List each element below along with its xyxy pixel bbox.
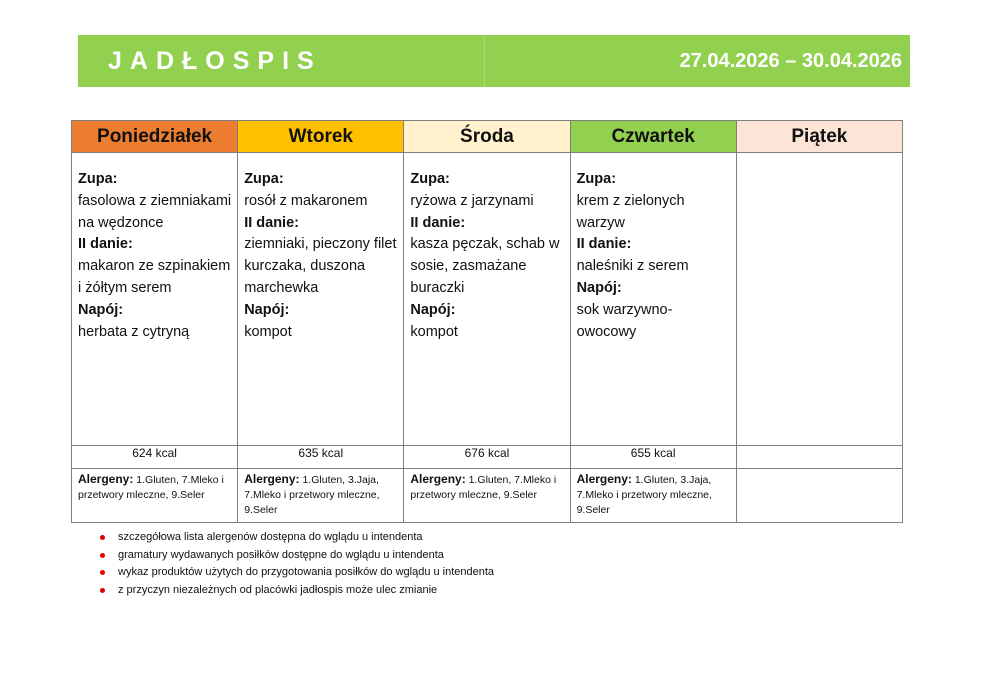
day-header-row bbox=[72, 121, 903, 153]
meals-row bbox=[72, 153, 903, 446]
note-text: gramatury wydawanych posiłków dostępne do wglądu u intendenta bbox=[118, 548, 444, 561]
day-header-wednesday: Środa bbox=[404, 121, 570, 153]
page-title: JADŁOSPIS bbox=[108, 46, 322, 75]
allergens-label: Alergeny: bbox=[410, 472, 466, 486]
note-text: wykaz produktów użytych do przygotowania posiłków do wglądu u intendenta bbox=[118, 566, 495, 578]
soup-text: rosół z makaronem bbox=[244, 192, 368, 209]
drink-label: Napój: bbox=[410, 301, 456, 318]
soup-label: Zupa: bbox=[78, 171, 118, 187]
main-label: II danie: bbox=[78, 236, 133, 253]
drink-label: Napój: bbox=[78, 301, 124, 318]
notes-list bbox=[100, 529, 494, 599]
allergens-label: Alergeny: bbox=[78, 472, 134, 486]
soup-text: krem z zielonych warzyw bbox=[576, 192, 685, 231]
bullet-icon bbox=[100, 570, 105, 575]
main-text: kasza pęczak, schab w sosie, zasmażane buraczki bbox=[410, 236, 560, 296]
drink-text: kompot bbox=[410, 323, 458, 340]
allergens-wednesday bbox=[404, 469, 570, 523]
soup-label: Zupa: bbox=[410, 171, 450, 187]
bullet-icon bbox=[100, 553, 105, 558]
main-text: makaron ze szpinakiem i żółtym serem bbox=[78, 258, 231, 296]
meal-cell-thursday bbox=[570, 153, 736, 446]
note-text: szczegółowa lista alergenów dostępna do wglądu u intendenta bbox=[118, 531, 423, 543]
note-item bbox=[100, 529, 494, 547]
drink-text: kompot bbox=[244, 323, 292, 340]
allergens-label: Alergeny: bbox=[244, 472, 300, 486]
allergens-thursday bbox=[570, 469, 736, 523]
drink-label: Napój: bbox=[244, 301, 290, 318]
allergens-text: 1.Gluten, 3.Jaja, 7.Mleko i przetwory mleczne, 9.Seler bbox=[244, 474, 380, 516]
kcal-monday: 624 kcal bbox=[72, 446, 238, 469]
main-text: naleśniki z serem bbox=[576, 258, 689, 275]
note-item bbox=[100, 547, 494, 565]
note-item bbox=[100, 582, 494, 600]
day-header-tuesday: Wtorek bbox=[238, 121, 404, 153]
allergens-row bbox=[72, 469, 903, 523]
day-header-thursday: Czwartek bbox=[570, 121, 736, 153]
soup-text: fasolowa z ziemniakami na wędzonce bbox=[78, 192, 232, 231]
kcal-friday bbox=[736, 446, 902, 469]
soup-label: Zupa: bbox=[576, 171, 617, 187]
date-range: 27.04.2026 – 30.04.2026 bbox=[679, 49, 902, 72]
banner-divider bbox=[484, 35, 485, 87]
header-banner bbox=[78, 35, 910, 87]
day-header-friday: Piątek bbox=[736, 121, 902, 153]
allergens-text: 1.Gluten, 7.Mleko i przetwory mleczne, 9.Seler bbox=[78, 474, 224, 501]
allergens-text: 1.Gluten, 3.Jaja, 7.Mleko i przetwory mleczne, 9.Seler bbox=[576, 474, 712, 516]
bullet-icon bbox=[100, 535, 105, 540]
meal-cell-wednesday bbox=[404, 153, 570, 446]
bullet-icon bbox=[100, 588, 105, 593]
allergens-tuesday bbox=[238, 469, 404, 523]
allergens-text: 1.Gluten, 7.Mleko i przetwory mleczne, 9.Seler bbox=[410, 474, 557, 501]
main-text: ziemniaki, pieczony filet kurczaka, duszona marchewka bbox=[244, 236, 397, 296]
kcal-wednesday: 676 kcal bbox=[404, 446, 570, 469]
drink-label: Napój: bbox=[576, 279, 622, 296]
soup-text: ryżowa z jarzynami bbox=[410, 192, 534, 209]
menu-table bbox=[71, 120, 903, 523]
kcal-thursday: 655 kcal bbox=[570, 446, 736, 469]
kcal-row bbox=[72, 446, 903, 469]
drink-text: sok warzywno-owocowy bbox=[576, 301, 673, 340]
main-label: II danie: bbox=[410, 214, 466, 231]
note-text: z przyczyn niezależnych od placówki jadłospis może ulec zmianie bbox=[118, 583, 438, 596]
allergens-friday bbox=[736, 469, 902, 523]
main-label: II danie: bbox=[576, 236, 632, 253]
allergens-monday bbox=[72, 469, 238, 523]
day-header-monday: Poniedziałek bbox=[72, 121, 238, 153]
note-item bbox=[100, 564, 494, 582]
meal-cell-monday bbox=[72, 153, 238, 446]
allergens-label: Alergeny: bbox=[576, 472, 632, 486]
drink-text: herbata z cytryną bbox=[78, 323, 190, 340]
soup-label: Zupa: bbox=[244, 171, 284, 187]
main-label: II danie: bbox=[244, 214, 299, 231]
meal-cell-tuesday bbox=[238, 153, 404, 446]
kcal-tuesday: 635 kcal bbox=[238, 446, 404, 469]
meal-cell-friday bbox=[736, 153, 902, 446]
